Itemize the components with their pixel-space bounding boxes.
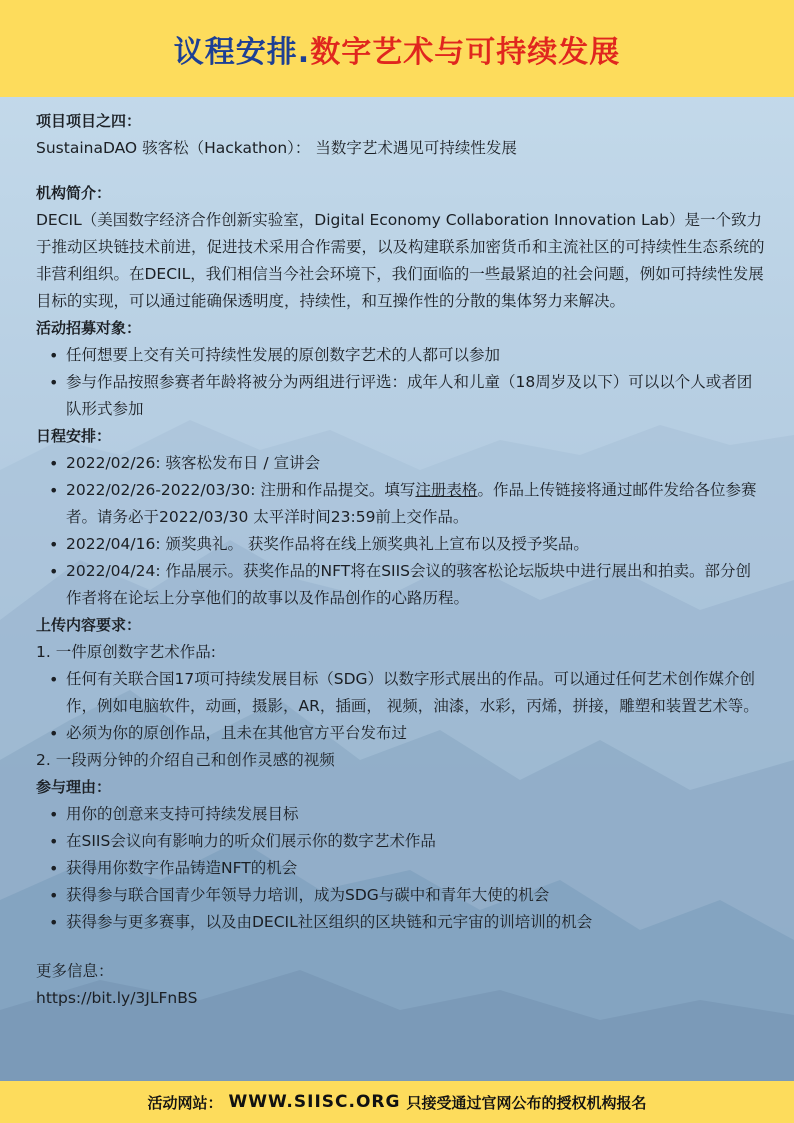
intro-heading: 机构简介： <box>36 184 112 202</box>
schedule-item-text: 2022/02/26-2022/03/30: 注册和作品提交。填写 <box>66 481 416 499</box>
page-title <box>174 27 620 71</box>
requirement-point-1: 1. 一件原创数字艺术作品: <box>36 643 216 661</box>
recruit-heading: 活动招募对象： <box>36 319 142 337</box>
list-item: • 获得用你数字作品铸造NFT的机会 <box>36 855 766 882</box>
list-item: • 任何有关联合国17项可持续发展目标（SDG）以数字形式展出的作品。可以通过任何艺术创作媒介创作，例如电脑软件，动画，摄影，AR，插画， 视频，油漆，水彩，丙烯，拼接，雕塑和装置艺术等。 <box>36 666 766 720</box>
reasons-list <box>36 801 766 936</box>
reasons-heading: 参与理由： <box>36 778 112 796</box>
list-item: • 必须为你的原创作品，且未在其他官方平台发布过 <box>36 720 766 747</box>
list-item: • 获得参与联合国青少年领导力培训，成为SDG与碳中和青年大使的机会 <box>36 882 766 909</box>
more-info-link[interactable]: https://bit.ly/3JLFnBS <box>36 989 198 1007</box>
list-item: • 在SIIS会议向有影响力的听众们展示你的数字艺术作品 <box>36 828 766 855</box>
schedule-heading: 日程安排： <box>36 427 112 445</box>
footer-website-link[interactable]: WWW.SIISC.ORG <box>228 1092 401 1112</box>
title-part-agenda: 议程安排. <box>173 34 311 70</box>
schedule-list <box>36 450 766 612</box>
list-item: • 参与作品按照参赛者年龄将被分为两组进行评选：成年人和儿童（18周岁及以下）可以以个人或者团队形式参加 <box>36 369 766 423</box>
footer-prefix: 活动网站： <box>147 1093 223 1112</box>
list-item <box>36 477 766 531</box>
intro-text: DECIL（美国数字经济合作创新实验室，Digital Economy Collaboration Innovation Lab）是一个致力于推动区块链技术前进，促进技术采用合作需要，以及构建联系加密货币和主流社区的可持续性生态系统的非营利组织。在DECIL，我们相信当今社会环境下，我们面临的一些最紧迫的社会问题，例如可持续性发展目标的实现，可以通过能确保透明度，持续性，和互操作性的分散的集体努力来解决。 <box>36 211 765 310</box>
project-text: SustainaDAO 骇客松（Hackathon）： 当数字艺术遇见可持续性发展 <box>36 139 517 157</box>
footer-note: 只接受通过官网公布的授权机构报名 <box>406 1093 647 1112</box>
requirement-point-2: 2. 一段两分钟的介绍自己和创作灵感的视频 <box>36 751 335 769</box>
requirement-list <box>36 666 766 747</box>
more-info-label: 更多信息： <box>36 962 114 980</box>
list-item: • 任何想要上交有关可持续性发展的原创数字艺术的人都可以参加 <box>36 342 766 369</box>
list-item: • 2022/02/26: 骇客松发布日 / 宣讲会 <box>36 450 766 477</box>
schedule-item-text: 。作品上传链接将通过邮件发给各位参赛者。请务必于2022/03/30 太平洋时间23:59前上交作品。 <box>66 481 757 526</box>
project-heading: 项目项目之四： <box>36 112 142 130</box>
recruit-list <box>36 342 766 423</box>
footer-banner <box>0 1081 794 1123</box>
registration-form-link[interactable]: 注册表格 <box>415 481 478 499</box>
list-item: • 获得参与更多赛事，以及由DECIL社区组织的区块链和元宇宙的训培训的机会 <box>36 909 766 936</box>
list-item: • 2022/04/24: 作品展示。获奖作品的NFT将在SIIS会议的骇客松论坛版块中进行展出和拍卖。部分创作者将在论坛上分享他们的故事以及作品创作的心路历程。 <box>36 558 766 612</box>
requirements-heading: 上传内容要求： <box>36 616 142 634</box>
list-item: • 2022/04/16: 颁奖典礼。 获奖作品将在线上颁奖典礼上宣布以及授予奖品。 <box>36 531 766 558</box>
document-body <box>36 108 766 1012</box>
title-part-topic: 数字艺术与可持续发展 <box>310 34 621 70</box>
list-item: • 用你的创意来支持可持续发展目标 <box>36 801 766 828</box>
header-banner <box>0 0 794 97</box>
